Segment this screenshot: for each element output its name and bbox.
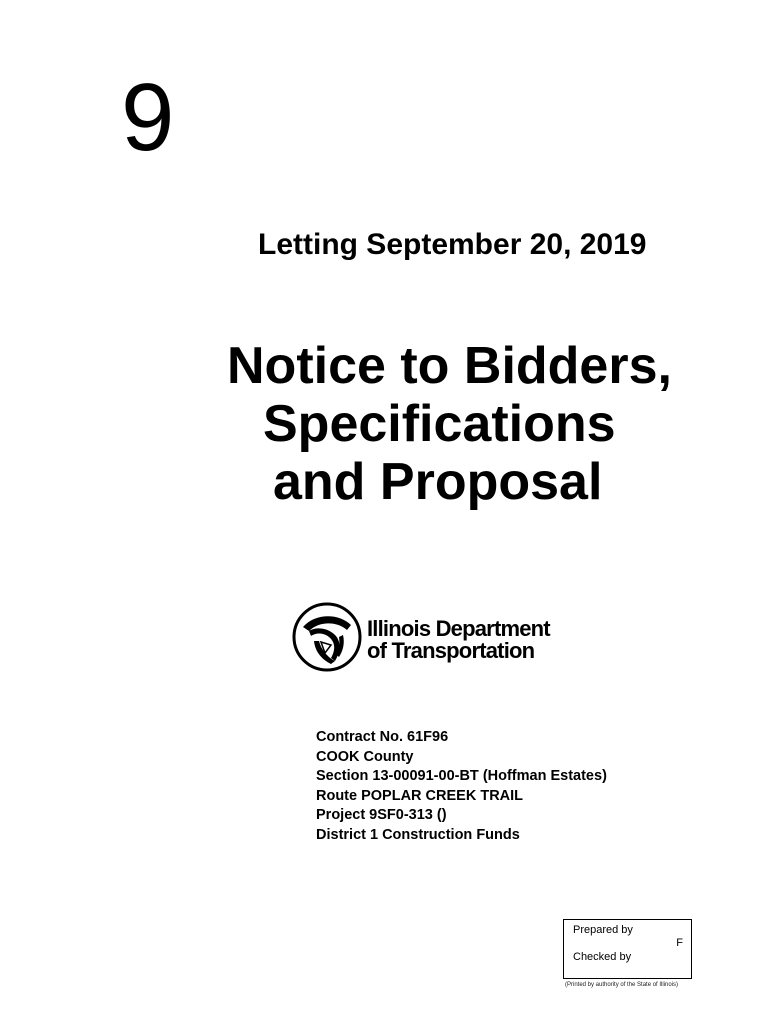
document-title-line-1: Notice to Bidders, xyxy=(227,337,672,395)
district: District 1 Construction Funds xyxy=(316,826,520,843)
prepared-by-label: Prepared by xyxy=(573,924,633,936)
stamp-mark: F xyxy=(676,937,683,949)
route: Route POPLAR CREEK TRAIL xyxy=(316,787,524,804)
county: COOK County xyxy=(316,748,414,765)
page-number: 9 xyxy=(121,64,175,171)
agency-name-line-1: Illinois Department xyxy=(367,616,550,641)
agency-name xyxy=(367,618,550,662)
letting-date: Letting September 20, 2019 xyxy=(258,228,647,261)
prepared-checked-box xyxy=(563,919,692,979)
agency-name-line-2: of Transportation xyxy=(367,638,535,663)
printed-authority-note: (Printed by authority of the State of Illinois) xyxy=(565,982,679,988)
document-title-line-2: Specifications xyxy=(263,395,616,453)
project: Project 9SF0-313 () xyxy=(316,807,447,823)
checked-by-label: Checked by xyxy=(573,951,632,963)
contract-details xyxy=(316,728,607,845)
idot-logo-icon xyxy=(291,601,363,673)
contract-number: Contract No. 61F96 xyxy=(316,729,449,745)
section: Section 13-00091-00-BT (Hoffman Estates) xyxy=(316,768,607,784)
document-title-line-3: and Proposal xyxy=(273,453,603,511)
